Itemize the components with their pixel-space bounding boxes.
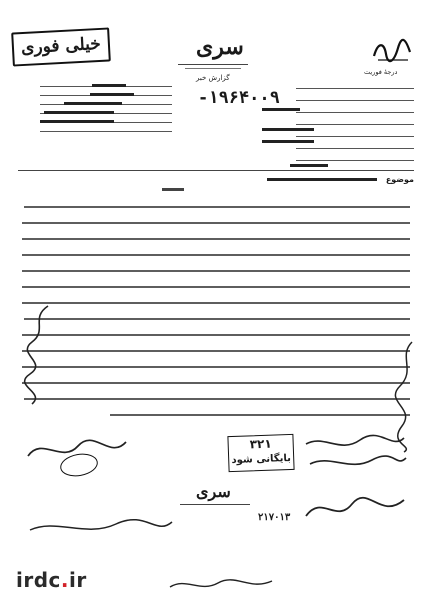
- classification-subtitle: [178, 62, 248, 69]
- archive-number-stamp: [227, 434, 294, 472]
- bottom-document-number: ۲۱۷۰۱۳: [258, 512, 291, 523]
- margin-handwriting-left: [18, 300, 58, 410]
- watermark-left: irdc: [16, 568, 61, 592]
- report-type: گزارش خبر: [196, 74, 230, 82]
- subject-label: موضوع: [385, 175, 414, 184]
- watermark-dot: .: [60, 568, 69, 592]
- handwritten-line-left: [26, 512, 176, 542]
- watermark-right: ir: [69, 568, 87, 592]
- bottom-classification-subtitle: [180, 502, 250, 505]
- handwritten-signature-bottom: [300, 486, 410, 530]
- bottom-classification-title: سری: [196, 482, 231, 501]
- marginal-note: [162, 188, 184, 191]
- urgency-caption: درجهٔ فوریت: [364, 68, 398, 76]
- archive-number-value: ۳۲۱: [249, 436, 272, 452]
- subject-line: [267, 175, 414, 184]
- classification-title: سری: [196, 34, 244, 60]
- handwritten-page-note: [166, 575, 276, 595]
- urgent-stamp: خیلی فوری: [11, 27, 111, 66]
- serial-number: -۱۹۶۴۰۰۹: [198, 88, 280, 108]
- archive-instruction: بایگانی شود: [231, 452, 292, 467]
- handwritten-note-right: [300, 430, 410, 480]
- header-divider: [18, 170, 414, 171]
- signature-logo: [370, 36, 414, 66]
- site-watermark: [16, 568, 87, 592]
- handwritten-date-left: [22, 430, 132, 470]
